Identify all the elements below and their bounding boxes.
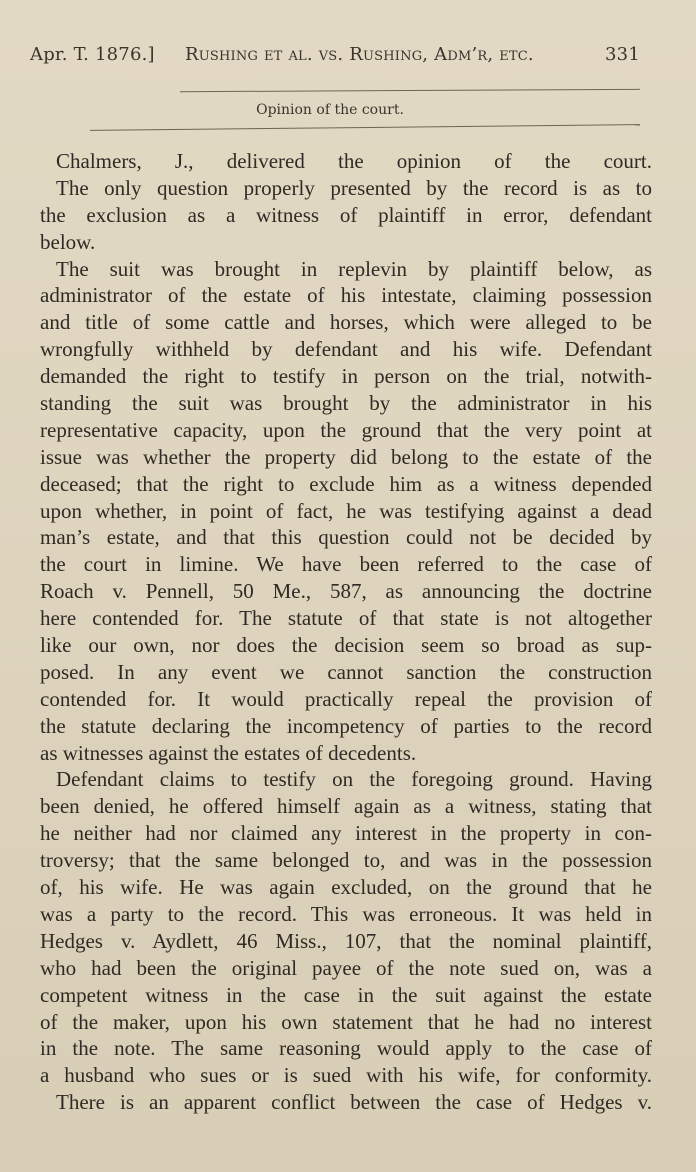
text-line: the exclusion as a witness of plaintiff in error, defendant — [40, 202, 652, 227]
text-line: man’s estate, and that this question could not be decided by — [40, 525, 652, 550]
text-line: a husband who sues or is sued with his wife, for conformity. — [40, 1063, 652, 1088]
text-line: wrongfully withheld by defendant and his wife. Defendant — [40, 337, 652, 362]
text-line: who had been the original payee of the note sued on, was a — [40, 955, 652, 980]
text-line: competent witness in the case in the suit against the estate — [40, 982, 652, 1007]
text-line: There is an apparent conflict between the case of Hedges v. — [56, 1090, 652, 1115]
text-line: been denied, he offered himself again as a witness, stating that — [40, 794, 652, 819]
text-line: was a party to the record. This was erroneous. It was held in — [40, 901, 652, 926]
text-line: demanded the right to testify in person on the trial, notwith- — [40, 364, 652, 389]
text-line: standing the suit was brought by the administrator in his — [40, 391, 652, 416]
text-line: of the maker, upon his own statement that he had no interest — [40, 1009, 652, 1034]
text-line: in the note. The same reasoning would apply to the case of — [40, 1036, 652, 1061]
text-line: The only question properly presented by the record is as to — [56, 175, 652, 200]
text-line: the statute declaring the incompetency of parties to the record — [40, 713, 652, 738]
text-line: Roach v. Pennell, 50 Me., 587, as announcing the doctrine — [40, 579, 652, 604]
text-line: upon whether, in point of fact, he was testifying against a dead — [40, 498, 652, 523]
header-rule-top — [180, 89, 640, 92]
text-line: Chalmers, J., delivered the opinion of the court. — [56, 149, 652, 173]
text-line: like our own, nor does the decision seem so broad as sup- — [40, 633, 652, 658]
opinion-body — [40, 148, 652, 1116]
text-line: he neither had nor claimed any interest in the property in con- — [40, 821, 652, 846]
text-line: below. — [40, 229, 96, 254]
text-line: representative capacity, upon the ground that the very point at — [40, 417, 652, 442]
header-rule-bottom — [90, 124, 640, 131]
case-title: Rushing et al. vs. Rushing, Adm’r, etc. — [185, 44, 534, 65]
text-line: Defendant claims to testify on the foregoing ground. Having — [56, 767, 652, 792]
text-line: as witnesses against the estates of decedents. — [40, 740, 417, 765]
term-date: Apr. T. 1876.] — [30, 44, 155, 65]
section-label: Opinion of the court. — [256, 102, 404, 118]
text-line: and title of some cattle and horses, which were alleged to be — [40, 310, 652, 335]
text-line: the court in limine. We have been referred to the case of — [40, 552, 652, 577]
text-line: of, his wife. He was again excluded, on the ground that he — [40, 875, 652, 900]
text-line: here contended for. The statute of that state is not altogether — [40, 606, 652, 631]
text-line: posed. In any event we cannot sanction the construction — [40, 659, 652, 684]
text-line: administrator of the estate of his intestate, claiming possession — [40, 283, 652, 308]
text-line: contended for. It would practically repeal the provision of — [40, 686, 652, 711]
text-line: issue was whether the property did belong to the estate of the — [40, 444, 652, 469]
text-line: Hedges v. Aydlett, 46 Miss., 107, that the nominal plaintiff, — [40, 928, 652, 953]
text-line: troversy; that the same belonged to, and was in the possession — [40, 848, 652, 873]
text-line: The suit was brought in replevin by plaintiff below, as — [56, 256, 652, 281]
page-number: 331 — [605, 44, 640, 65]
text-line: deceased; that the right to exclude him as a witness depended — [40, 471, 652, 496]
